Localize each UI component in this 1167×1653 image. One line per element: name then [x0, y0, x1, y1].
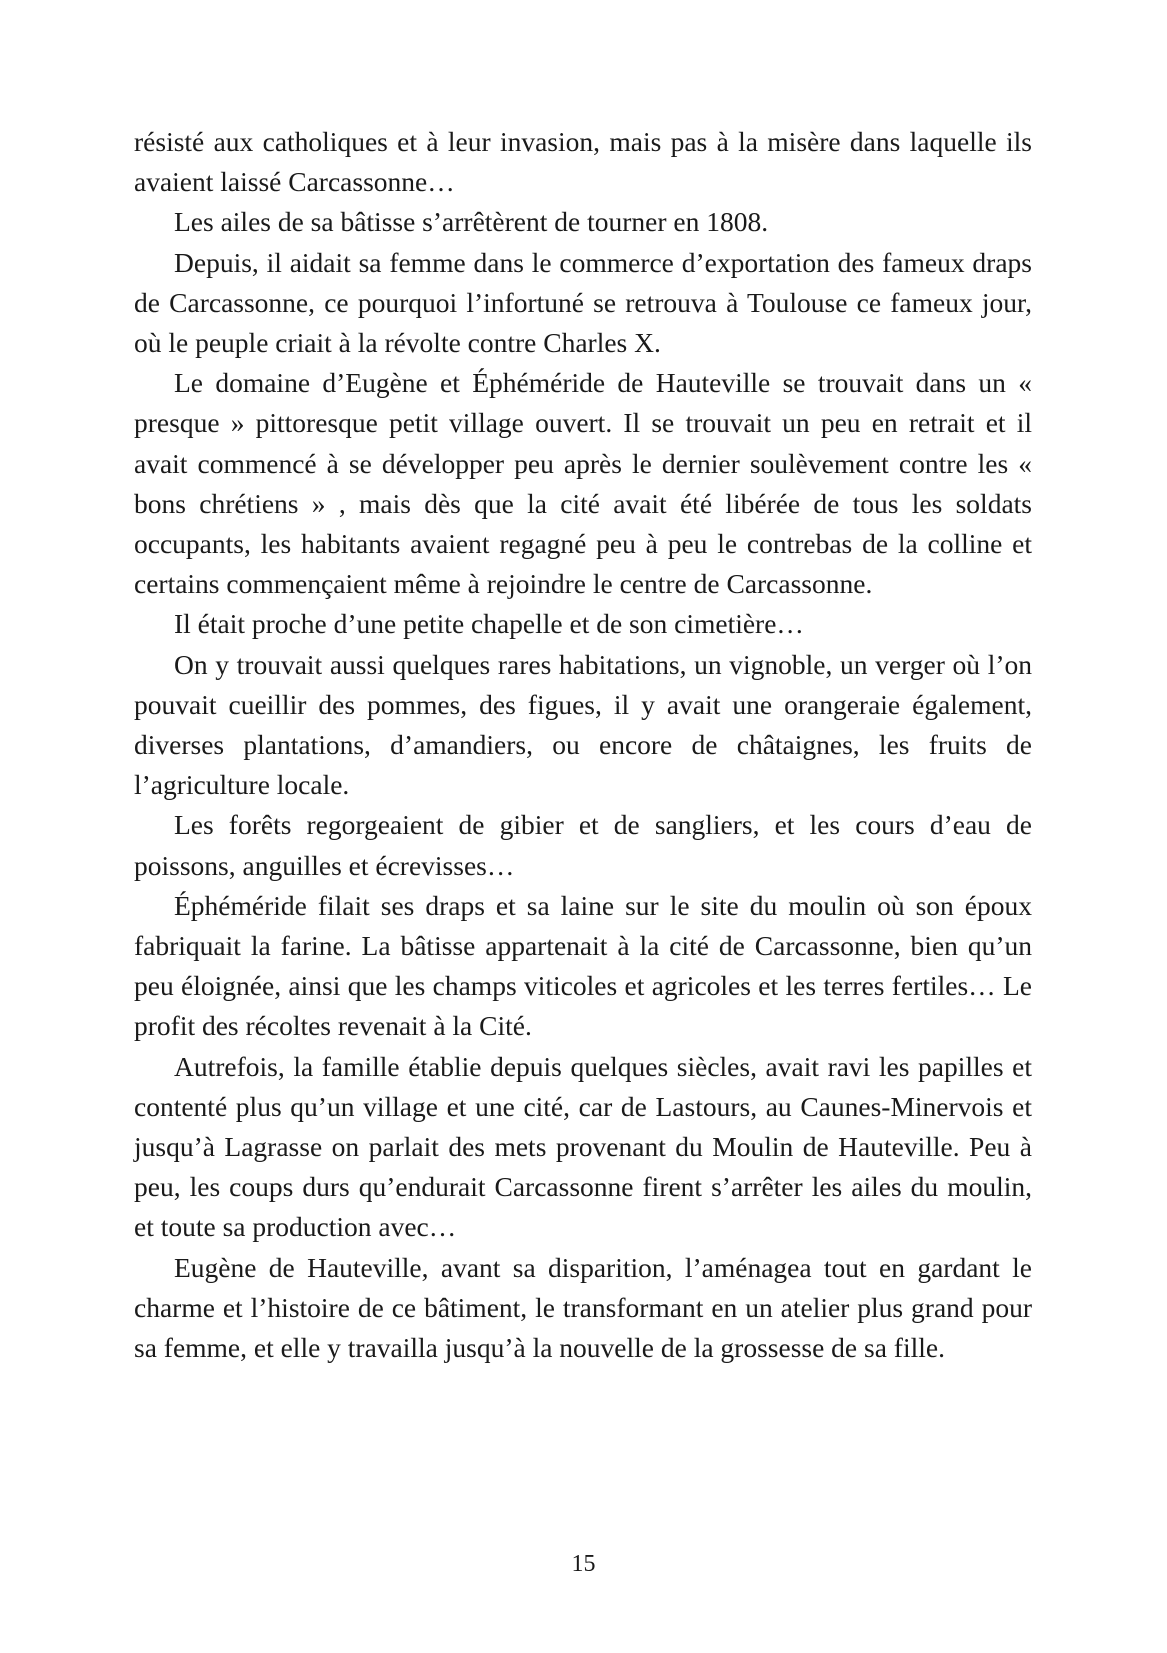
paragraph: Les ailes de sa bâtisse s’arrêtèrent de tourner en 1808. [174, 206, 769, 238]
paragraph: Il était proche d’une petite chapelle et de son cimetière… [174, 608, 804, 640]
page-number: 15 [571, 1551, 596, 1577]
paragraph-continuation: résisté aux catholiques et à leur invasion, mais pas à la misère dans laquelle ils avaient laissé Carcassonne… [134, 126, 1032, 198]
paragraph: Autrefois, la famille établie depuis quelques siècles, avait ravi les papilles et contenté plus qu’un village et une cité, car de Lastours, au Caunes-Minervois et jusqu’à Lagrasse on parlait des mets provenant du Moulin de Hauteville. Peu à peu, les coups durs qu’endurait Carcassonne firent s’arrêter les ailes du moulin, et toute sa production avec… [134, 1050, 1032, 1243]
paragraph: Eugène de Hauteville, avant sa disparition, l’aménagea tout en gardant le charme et l’histoire de ce bâtiment, le transformant en un atelier plus grand pour sa femme, et elle y travailla jusqu’à la nouvelle de la grossesse de sa fille. [134, 1251, 1032, 1364]
paragraph: Éphéméride filait ses draps et sa laine sur le site du moulin où son époux fabriquait la farine. La bâtisse appartenait à la cité de Carcassonne, bien qu’un peu éloignée, ainsi que les champs viticoles et agricoles et les terres fertiles… Le profit des récoltes revenait à la Cité. [134, 889, 1032, 1042]
paragraph: Les forêts regorgeaient de gibier et de sangliers, et les cours d’eau de poissons, anguilles et écrevisses… [134, 809, 1032, 881]
paragraph: Le domaine d’Eugène et Éphéméride de Hauteville se trouvait dans un « presque » pittoresque petit village ouvert. Il se trouvait un peu en retrait et il avait commencé à se développer peu après le dernier soulèvement contre les « bons chrétiens » , mais dès que la cité avait été libérée de tous les soldats occupants, les habitants avaient regagné peu à peu le contrebas de la colline et certains commençaient même à rejoindre le centre de Carcassonne. [134, 367, 1032, 600]
paragraph: Depuis, il aidait sa femme dans le commerce d’exportation des fameux draps de Carcassonne, ce pourquoi l’infortuné se retrouva à Toulouse ce fameux jour, où le peuple criait à la révolte contre Charles X. [134, 246, 1032, 359]
paragraph: On y trouvait aussi quelques rares habitations, un vignoble, un verger où l’on pouvait cueillir des pommes, des figues, il y avait une orangeraie également, diverses plantations, d’amandiers, ou encore de châtaignes, les fruits de l’agriculture locale. [134, 648, 1032, 801]
body-text [134, 122, 1032, 1368]
